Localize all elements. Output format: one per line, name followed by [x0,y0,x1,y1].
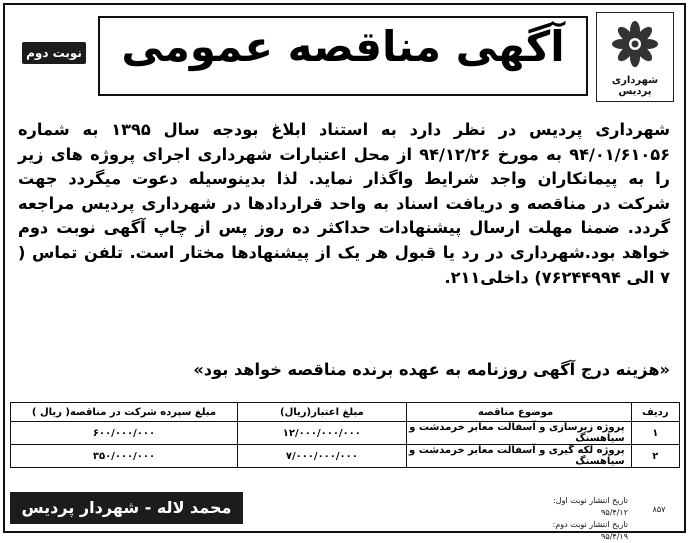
header-num: ردیف [631,403,679,422]
projects-table [10,402,680,468]
row-credit: ۱۲/۰۰۰/۰۰۰/۰۰۰ [237,422,406,445]
header-subject: موضوع مناقصه [406,403,631,422]
row-num: ۱ [631,422,679,445]
header-deposit: مبلغ سپرده شرکت در مناقصه( ریال ) [11,403,238,422]
row-subject: پروژه زیرسازی و آسفالت معابر خرمدشت و سیاهسنگ [406,422,631,445]
header [10,8,680,108]
logo-text: شهرداری پردیس [611,75,659,97]
table-header-row [11,403,680,422]
ad-code: ۸۵۷ [652,505,666,514]
announcement-paragraph: شهرداری پردیس در نظر دارد به استناد ابلاغ بودجه سال ۱۳۹۵ به شماره ۹۴/۰۱/۶۱۰۵۶ به مورخ ۹۴/۱۲/۲۶ از محل اعتبارات شهرداری اجرای پروژه های زیر را به پیمانکاران واجد شرایط واگذار نماید. لذا بدینوسیله دعوت میگردد جهت شرکت در مناقصه و دریافت اسناد به واحد قراردادها در شهرداری پردیس مراجعه گردد. ضمنا مهلت ارسال پیشنهادات حداکثر ده روز پس از چاپ آگهی نوبت دوم خواهد بود.شهرداری در رد یا قبول هر یک از پیشنهادها مختار است. تلفن تماس ( ۷ الی ۷۶۲۴۴۹۹۴) داخلی۲۱۱. [18,120,671,287]
cost-note: «هزینه درج آگهی روزنامه به عهده برنده مناقصه خواهد بود» [193,360,670,379]
round-badge: نوبت دوم [22,42,86,64]
title-bar [98,16,588,96]
flower-logo-icon [610,19,660,69]
header-credit: مبلغ اعتبار(ریال) [237,403,406,422]
publish-first-date: تاریخ انتشار نوبت اول: ۹۵/۴/۱۲ [553,496,628,517]
municipality-logo [596,12,674,102]
row-num: ۲ [631,445,679,468]
table-row [11,422,680,445]
page-title: آگهی مناقصه عمومی [121,22,565,71]
table-row [11,445,680,468]
row-credit: ۷/۰۰۰/۰۰۰/۰۰۰ [237,445,406,468]
row-deposit: ۳۵۰/۰۰۰/۰۰۰ [11,445,238,468]
signature-box: محمد لاله - شهردار پردیس [10,492,243,524]
row-deposit: ۶۰۰/۰۰۰/۰۰۰ [11,422,238,445]
row-subject: پروژه لکه گیری و آسفالت معابر خرمدشت و سیاهسنگ [406,445,631,468]
publish-second-date: تاریخ انتشار نوبت دوم: ۹۵/۴/۱۹ [552,520,628,541]
